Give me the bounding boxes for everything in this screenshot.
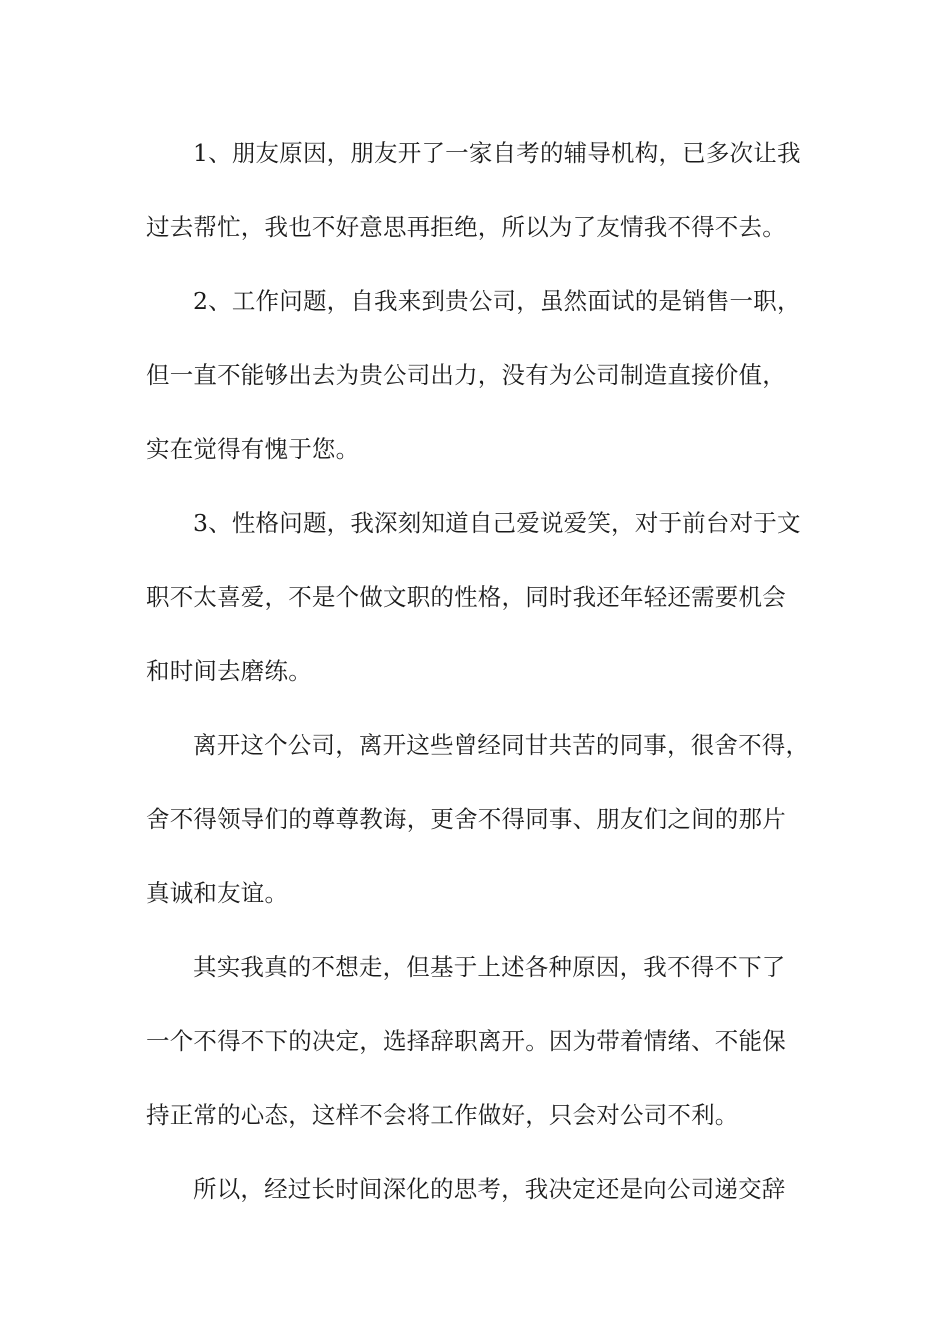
paragraph-3-line-1: 3、性格问题，我深刻知道自己爱说爱笑，对于前台对于文	[193, 509, 801, 537]
paragraph-4-line-3: 真诚和友谊。	[146, 879, 289, 907]
paragraph-5-line-2: 一个不得不下的决定，选择辞职离开。因为带着情绪、不能保	[146, 1027, 786, 1055]
paragraph-3-line-2: 职不太喜爱，不是个做文职的性格，同时我还年轻还需要机会	[146, 583, 786, 611]
paragraph-5-line-3: 持正常的心态，这样不会将工作做好，只会对公司不利。	[146, 1101, 739, 1129]
paragraph-1-line-1: 1、朋友原因，朋友开了一家自考的辅导机构，已多次让我	[193, 139, 801, 167]
paragraph-2-line-1: 2、工作问题，自我来到贵公司，虽然面试的是销售一职，	[193, 287, 801, 315]
paragraph-1-line-2: 过去帮忙，我也不好意思再拒绝，所以为了友情我不得不去。	[146, 213, 786, 241]
paragraph-4-line-1: 离开这个公司，离开这些曾经同甘共苦的同事，很舍不得，	[193, 731, 810, 759]
paragraph-3-line-3: 和时间去磨练。	[146, 657, 312, 685]
paragraph-5-line-1: 其实我真的不想走，但基于上述各种原因，我不得不下了	[193, 953, 786, 981]
paragraph-2-line-2: 但一直不能够出去为贵公司出力，没有为公司制造直接价值，	[146, 361, 786, 389]
paragraph-4-line-2: 舍不得领导们的尊尊教诲，更舍不得同事、朋友们之间的那片	[146, 805, 786, 833]
paragraph-6-line-1: 所以，经过长时间深化的思考，我决定还是向公司递交辞	[193, 1175, 786, 1203]
paragraph-2-line-3: 实在觉得有愧于您。	[146, 435, 360, 463]
